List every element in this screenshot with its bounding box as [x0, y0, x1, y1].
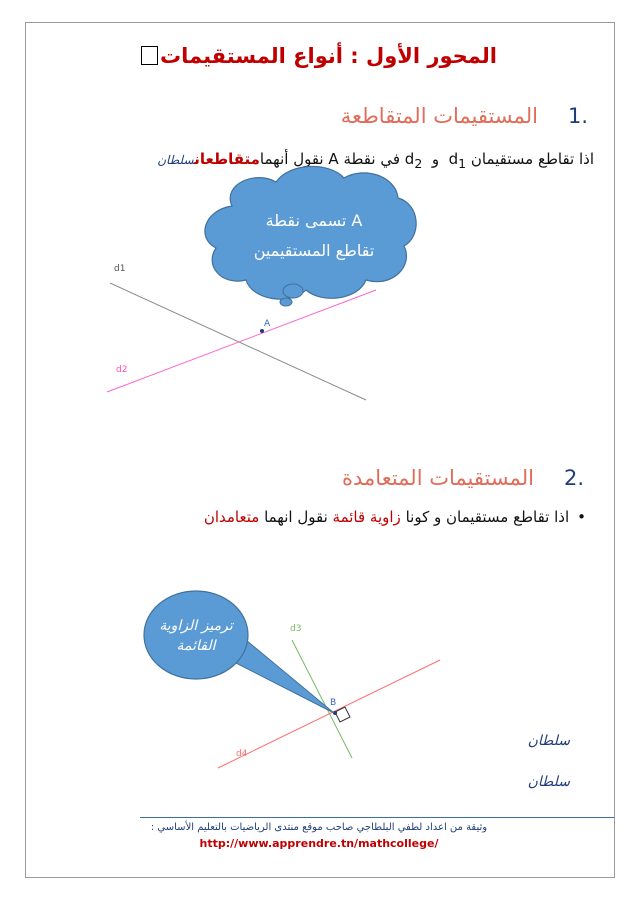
s1-term: متقاطعان	[194, 150, 260, 168]
label-d2: d2	[116, 365, 128, 375]
line-d4	[218, 660, 440, 768]
label-d1: d1	[114, 264, 126, 274]
point-a-dot	[260, 329, 264, 333]
callout-b-line2: القائمة	[176, 638, 216, 654]
section2-number: .2	[563, 466, 584, 490]
footer-rule	[140, 817, 614, 818]
s1-d1-sub: 1	[458, 156, 467, 171]
s1-d1-letter: d	[448, 150, 459, 168]
s1-text-end: نقول أنهما	[259, 150, 324, 168]
footer-url-link[interactable]: http://www.apprendre.tn/mathcollege/	[199, 837, 439, 850]
label-point-b: B	[330, 698, 337, 708]
label-d3: d3	[290, 624, 302, 634]
section2-definition	[204, 508, 586, 526]
section1-heading-text: المستقيمات المتقاطعة	[340, 104, 538, 128]
label-point-a: A	[264, 319, 271, 329]
section2-heading	[342, 466, 584, 490]
signature-a: سلطان	[527, 733, 570, 749]
section2-heading-text: المستقيمات المتعامدة	[342, 466, 534, 490]
s1-text-mid: في نقطة	[343, 150, 400, 168]
right-angle-mark	[335, 707, 350, 722]
s1-d2-sub: 2	[414, 156, 423, 171]
line-d1	[110, 283, 366, 400]
s1-text-start: اذا تقاطع مستقيمان	[470, 150, 594, 168]
s2-term: متعامدان	[203, 508, 260, 526]
line-d2	[107, 290, 376, 392]
callout-a-line1: A تسمى نقطة	[265, 211, 363, 230]
s1-signature: سلطان	[157, 153, 195, 167]
bullet-icon: •	[577, 508, 586, 526]
s2-right-angle: زاوية قائمة	[332, 508, 401, 526]
s1-point: A	[328, 150, 339, 168]
label-d4: d4	[236, 749, 248, 759]
line-d3	[292, 640, 352, 758]
signature-b: سلطان	[527, 774, 570, 790]
footer-credit: وثيقة من اعداد لطفي البلطاجي صاحب موقع منتدى الرياضيات بالتعليم الأساسي :	[150, 822, 488, 833]
s1-and: و	[431, 150, 440, 168]
page-title: المحور الأول : أنواع المستقيمات	[0, 44, 638, 68]
s1-d2-letter: d	[404, 150, 415, 168]
s2-text-start: اذا تقاطع مستقيمان و كونا	[405, 508, 570, 526]
callout-bubble-right-angle	[144, 591, 337, 713]
callout-b-line1: ترميز الزاوية	[159, 618, 233, 634]
s2-text-mid: نقول انهما	[264, 508, 328, 526]
callout-a-line2: تقاطع المستقيمين	[253, 241, 375, 260]
callout-bubble-a	[205, 166, 416, 306]
section1-number: .1	[567, 104, 588, 128]
